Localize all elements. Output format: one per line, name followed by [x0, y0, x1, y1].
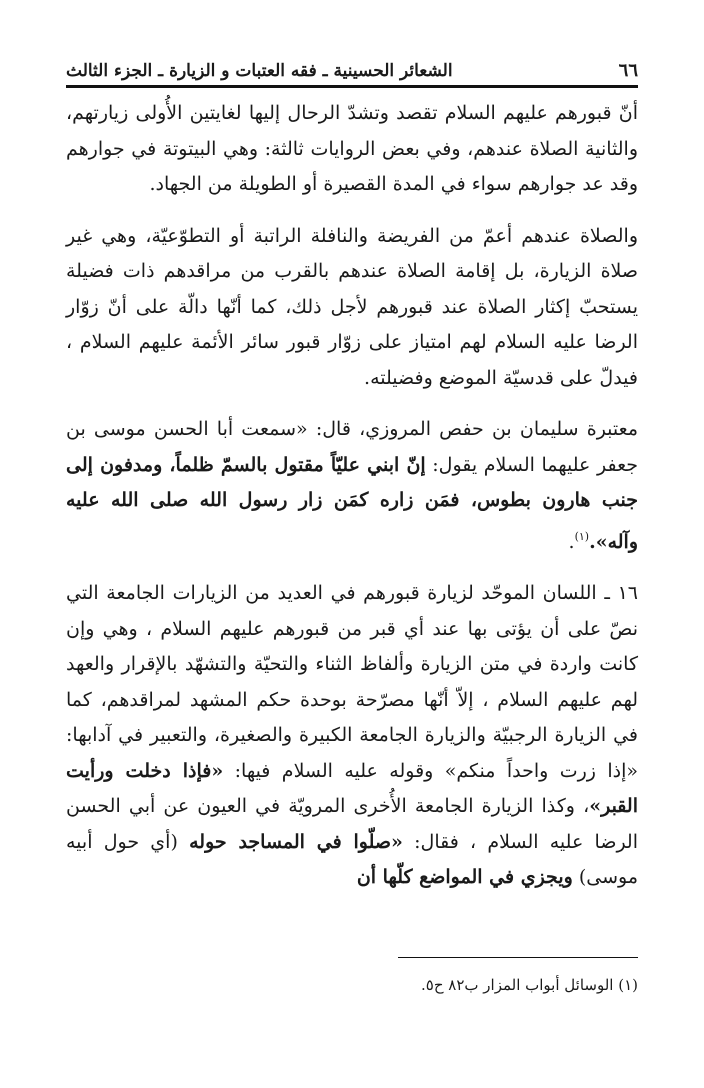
paragraph-2: والصلاة عندهم أعمّ من الفريضة والنافلة الراتبة أو التطوّعيّة، وهي غير صلاة الزيارة، بل إقامة الصلاة عندهم بالقرب من مراقدهم ذات فضيلة يستحبّ إكثار الصلاة عند قبورهم لأجل ذلك، كما أنّها دالّة على أنّ زوّار الرضا عليه السلام لهم امتياز على زوّار قبور سائر الأئمة عليهم السلام ، فيدلّ على قدسيّة الموضع وفضيلته. — [66, 224, 638, 389]
page-number: ٦٦ — [618, 60, 638, 81]
footnote: (١) الوسائل أبواب المزار ب٨٢ ح٥. — [420, 976, 638, 994]
paragraph-4 — [66, 576, 638, 896]
main-text — [66, 96, 638, 896]
running-header — [66, 60, 638, 88]
narration-quote: إنّ ابني عليّاً مقتول بالسمّ ظلماً، ومدفون إلى جنب هارون بطوس، فمَن زاره كمَن زار رسول الله صلى الله عليه وآله». — [66, 453, 638, 553]
paragraph-1: أنّ قبورهم عليهم السلام تقصد وتشدّ الرحال إليها لغايتين الأُولى زيارتهم، والثانية الصلاة عندهم، وفي بعض الروايات ثالثة: وهي البيتوتة في جوارهم وقد عد جوارهم سواء في المدة القصيرة أو الطويلة من الجهاد. — [66, 102, 638, 195]
paragraph-4-parenthetical: (أي حول أبيه موسى) — [66, 830, 638, 888]
paragraph-3: معتبرة سليمان بن حفص المروزي، قال: «سمعت أبا الحسن موسى بن جعفر عليهما السلام يقول: إنّ ابني عليّاً مقتول بالسمّ ظلماً، ومدفون إلى جنب هارون بطوس، فمَن زاره كمَن زار رسول الله صلى الله عليه وآله».$^{(١)}$. — [66, 418, 638, 553]
paragraph-4-text-a: ١٦ ـ اللسان الموحّد لزيارة قبورهم في العديد من الزيارات الجامعة التي نصّ على أن يؤتى بها عند أي قبر من قبورهم عليهم السلام ، وهي وإن كانت واردة في متن الزيارة وألفاظ الثناء والتحيّة والتشهّد بالإقرار والعهد لهم عليهم السلام ، إلاّ أنّها مصرّحة بوحدة حكم المشهد لمراقدهم، كما في الزيارة الرجبيّة والزيارة الجامعة الكبيرة والصغيرة، والتعبير في آدابها: «إذا زرت واحداً منكم» وقوله عليه السلام فيها: — [66, 582, 638, 782]
paragraph-4-quote-b: «صلّوا في المساجد حوله — [189, 830, 403, 853]
paragraph-4-quote-c: ويجزي في المواضع كلّها أن — [356, 866, 573, 888]
header-title: الشعائر الحسينية ـ فقه العتبات و الزيارة ـ الجزء الثالث — [66, 61, 453, 81]
footnote-reference[interactable]: (١) — [574, 529, 590, 543]
footnote-divider — [398, 957, 638, 958]
paragraph-4-text-b: ، وكذا الزيارة الجامعة الأُخرى المرويّة في العيون عن أبي الحسن الرضا عليه السلام ، فقال: — [66, 795, 638, 853]
page-body — [66, 60, 638, 912]
paragraph-4-quote-a: «فإذا دخلت ورأيت القبر» — [66, 759, 638, 817]
narration-intro: معتبرة سليمان بن حفص المروزي، قال: «سمعت أبا الحسن موسى بن جعفر عليهما السلام يقول: — [66, 418, 638, 476]
